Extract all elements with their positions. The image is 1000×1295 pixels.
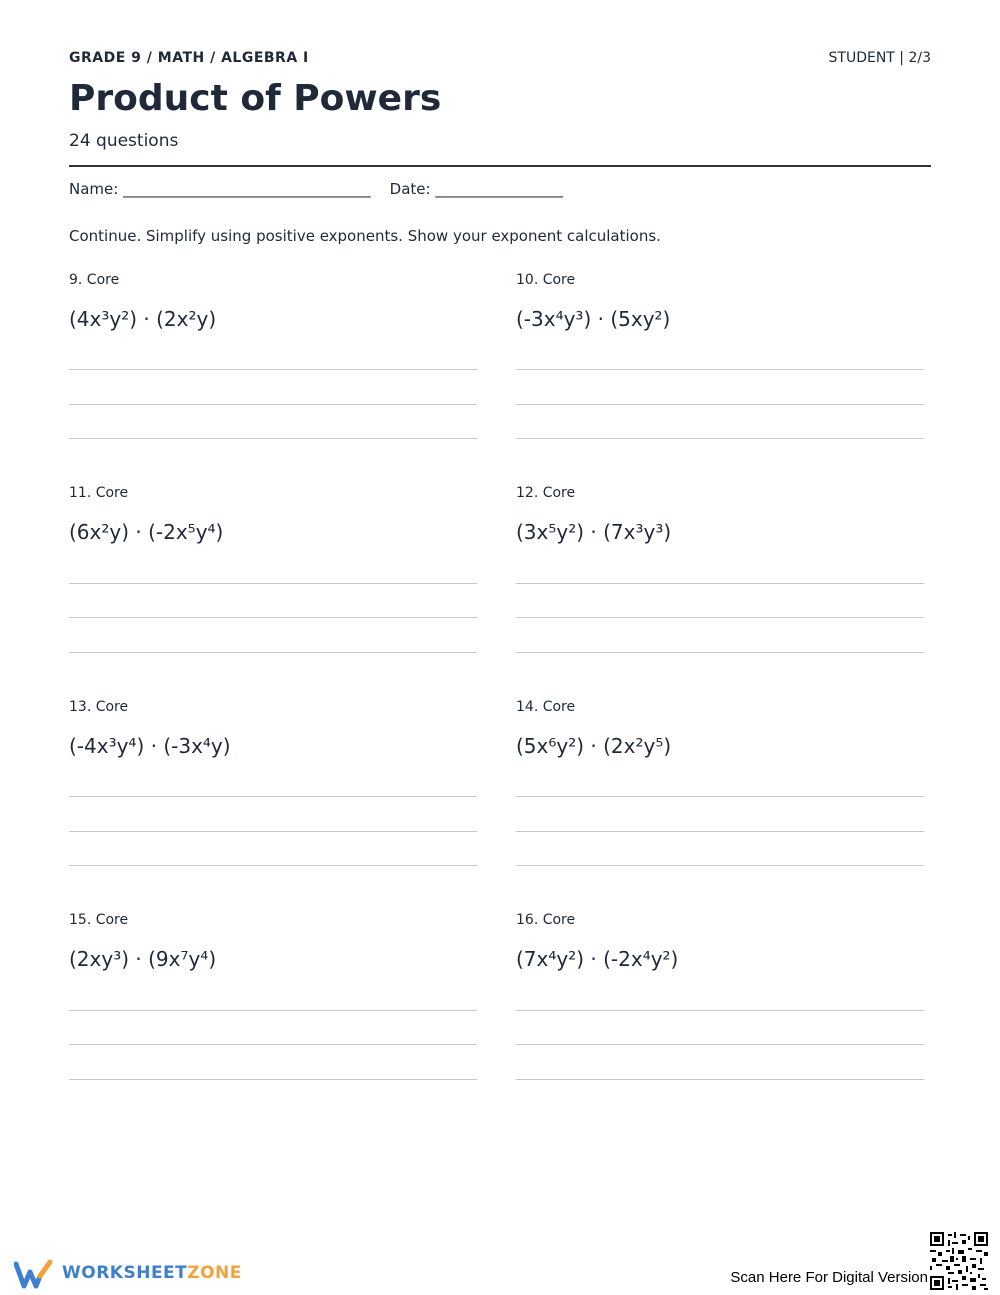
- question-label: 14. Core: [516, 699, 576, 715]
- answer-line[interactable]: [516, 1010, 924, 1011]
- answer-line[interactable]: [69, 865, 477, 866]
- student-page-indicator: STUDENT | 2/3: [828, 50, 931, 66]
- answer-line[interactable]: [69, 1079, 477, 1080]
- answer-line[interactable]: [69, 1010, 477, 1011]
- answer-line[interactable]: [516, 404, 924, 405]
- answer-line[interactable]: [516, 865, 924, 866]
- answer-line[interactable]: [516, 617, 924, 618]
- answer-line[interactable]: [69, 617, 477, 618]
- answer-line[interactable]: [69, 369, 477, 370]
- answer-line[interactable]: [516, 438, 924, 439]
- question-expression: (2xy³) · (9x⁷y⁴): [69, 947, 217, 971]
- logo-word-zone: ZONE: [187, 1263, 242, 1283]
- question-label: 15. Core: [69, 912, 129, 928]
- instructions: Continue. Simplify using positive exponents. Show your exponent calculations.: [69, 227, 661, 245]
- answer-line[interactable]: [69, 652, 477, 653]
- question-expression: (-4x³y⁴) · (-3x⁴y): [69, 734, 231, 758]
- answer-line[interactable]: [516, 1079, 924, 1080]
- answer-line[interactable]: [69, 796, 477, 797]
- name-date-fields[interactable]: Name: _________________________________ Date: _________________: [69, 180, 563, 198]
- qr-code-icon[interactable]: [930, 1232, 988, 1290]
- answer-line[interactable]: [516, 1044, 924, 1045]
- scan-caption: Scan Here For Digital Version: [730, 1269, 928, 1286]
- answer-line[interactable]: [516, 652, 924, 653]
- answer-line[interactable]: [69, 438, 477, 439]
- header-divider: [69, 165, 931, 167]
- question-label: 16. Core: [516, 912, 576, 928]
- top-bar: [69, 50, 931, 70]
- page-title: Product of Powers: [69, 78, 442, 119]
- question-label: 13. Core: [69, 699, 129, 715]
- question-expression: (-3x⁴y³) · (5xy²): [516, 307, 671, 331]
- question-count: 24 questions: [69, 131, 179, 151]
- question-expression: (3x⁵y²) · (7x³y³): [516, 520, 672, 544]
- question-label: 11. Core: [69, 485, 129, 501]
- logo-wordmark: [62, 1263, 242, 1283]
- answer-line[interactable]: [516, 369, 924, 370]
- logo-word-worksheet: WORKSHEET: [62, 1263, 188, 1283]
- answer-line[interactable]: [69, 404, 477, 405]
- breadcrumb: GRADE 9 / MATH / ALGEBRA I: [69, 50, 309, 66]
- question-expression: (6x²y) · (-2x⁵y⁴): [69, 520, 224, 544]
- question-label: 12. Core: [516, 485, 576, 501]
- logo-mark-icon: [14, 1258, 54, 1290]
- answer-line[interactable]: [516, 831, 924, 832]
- question-label: 10. Core: [516, 272, 576, 288]
- question-expression: (4x³y²) · (2x²y): [69, 307, 217, 331]
- answer-line[interactable]: [69, 1044, 477, 1045]
- question-expression: (5x⁶y²) · (2x²y⁵): [516, 734, 672, 758]
- answer-line[interactable]: [516, 796, 924, 797]
- answer-line[interactable]: [69, 583, 477, 584]
- answer-line[interactable]: [69, 831, 477, 832]
- question-label: 9. Core: [69, 272, 120, 288]
- question-expression: (7x⁴y²) · (-2x⁴y²): [516, 947, 679, 971]
- answer-line[interactable]: [516, 583, 924, 584]
